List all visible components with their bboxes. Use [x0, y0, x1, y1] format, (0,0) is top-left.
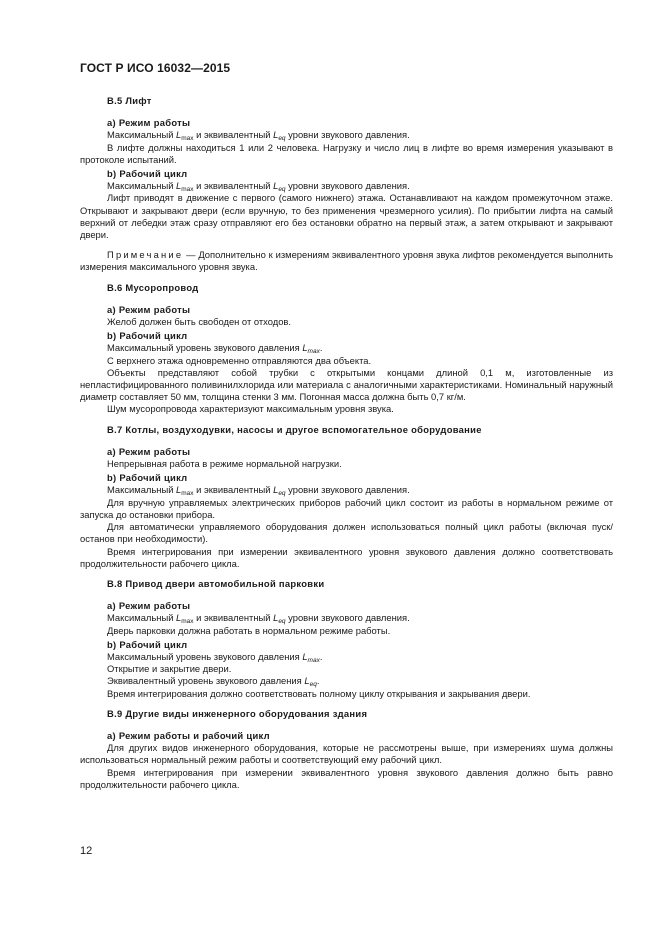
- section-title-b9: В.9 Другие виды инженерного оборудования здания: [107, 707, 368, 719]
- paragraph: Желоб должен быть свободен от отходов.: [107, 316, 292, 328]
- paragraph: В лифте должны находиться 1 или 2 человека. Нагрузку и число лиц в лифте во время измерения указывают в протоколе испытаний.: [80, 141, 613, 165]
- note-label: Примечание: [107, 249, 184, 261]
- paragraph: Максимальный $L_{max}$ и эквивалентный $L_{eq}$ уровни звукового давления.: [107, 612, 410, 626]
- paragraph: Объекты представляют собой трубки с открытыми концами длиной 0,1 м, изготовленные из непластифицированного поливинилхлорида или материала с аналогичными характеристиками. Номинальный наружный диаметр составляет 50 мм, толщина стенки 3 мм. Погонная масса должна быть 0,7 кг/м.: [80, 366, 613, 403]
- subsection-heading-b9-a: a) Режим работы и рабочий цикл: [107, 729, 270, 741]
- section-title-b8: В.8 Привод двери автомобильной парковки: [107, 577, 325, 589]
- paragraph: Время интегрирования должно соответствовать полному циклу открывания и закрывания двери.: [107, 687, 531, 699]
- document-header: ГОСТ Р ИСО 16032—2015: [80, 61, 231, 75]
- document-body: [80, 95, 613, 791]
- subsection-heading-b6-b: b) Рабочий цикл: [107, 330, 188, 342]
- paragraph: Максимальный $L_{max}$ и эквивалентный $L_{eq}$ уровни звукового давления.: [107, 129, 410, 143]
- paragraph: Непрерывная работа в режиме нормальной нагрузки.: [107, 458, 342, 470]
- paragraph: Для автоматически управляемого оборудования должен использоваться полный цикл работы (включая пуск/останов при необходимости).: [80, 521, 613, 545]
- paragraph: Дверь парковки должна работать в нормальном режиме работы.: [107, 624, 391, 636]
- subsection-heading-b7-b: b) Рабочий цикл: [107, 472, 188, 484]
- page-number: 12: [80, 845, 93, 857]
- section-title-b5: В.5 Лифт: [107, 95, 152, 106]
- note: Примечание — Дополнительно к измерениям эквивалентного уровня звука лифтов рекомендуется выполнить измерения максимального уровня звука.: [80, 249, 613, 273]
- subsection-heading-b8-b: b) Рабочий цикл: [107, 638, 188, 650]
- paragraph: Для других видов инженерного оборудования, которые не рассмотрены выше, при измерениях шума должны использоваться нормальный режим работы и соответствующий ему рабочий цикл.: [80, 742, 613, 766]
- paragraph: Максимальный $L_{max}$ и эквивалентный $L_{eq}$ уровни звукового давления.: [107, 180, 410, 194]
- subsection-heading-b6-a: a) Режим работы: [107, 303, 191, 315]
- section-title-b6: В.6 Мусоропровод: [107, 281, 199, 293]
- paragraph: Максимальный уровень звукового давления $L_{max}$.: [107, 650, 323, 664]
- paragraph: Время интегрирования при измерении эквивалентного уровня звукового давления должно соответствовать продолжительности рабочего цикла.: [80, 545, 613, 569]
- subsection-heading-b7-a: a) Режим работы: [107, 445, 191, 457]
- paragraph: Максимальный $L_{max}$ и эквивалентный $L_{eq}$ уровни звукового давления.: [107, 484, 410, 498]
- subsection-heading-b8-a: a) Режим работы: [107, 600, 191, 612]
- subsection-heading-b5-a: a) Режим работы: [107, 117, 191, 129]
- paragraph: С верхнего этажа одновременно отправляются два объекта.: [107, 354, 372, 366]
- paragraph: Шум мусоропровода характеризуют максимальным уровня звука.: [107, 403, 394, 415]
- paragraph: Эквивалентный уровень звукового давления $L_{eq}$.: [107, 675, 320, 689]
- paragraph: Лифт приводят в движение с первого (самого нижнего) этажа. Останавливают на каждом промежуточном этаже. Открывают и закрывают двери (если вручную, то без применения чрезмерного усилия). По прибытии лифта на самый верхний от лебедки этаж сразу отправляют его без остановки обратно на первый этаж, а затем открывают и закрывают двери.: [80, 192, 613, 241]
- paragraph: Максимальный уровень звукового давления $L_{max}$.: [107, 342, 323, 356]
- subsection-heading-b5-b: b) Рабочий цикл: [107, 168, 188, 180]
- paragraph: Для вручную управляемых электрических приборов рабочий цикл состоит из работы в нормальном режиме от запуска до остановки прибора.: [80, 496, 613, 520]
- paragraph: Время интегрирования при измерении эквивалентного уровня звукового давления должно быть равно продолжительности рабочего цикла.: [80, 766, 613, 790]
- paragraph: Открытие и закрытие двери.: [107, 663, 232, 675]
- section-title-b7: В.7 Котлы, воздуходувки, насосы и другое вспомогательное оборудование: [107, 423, 482, 435]
